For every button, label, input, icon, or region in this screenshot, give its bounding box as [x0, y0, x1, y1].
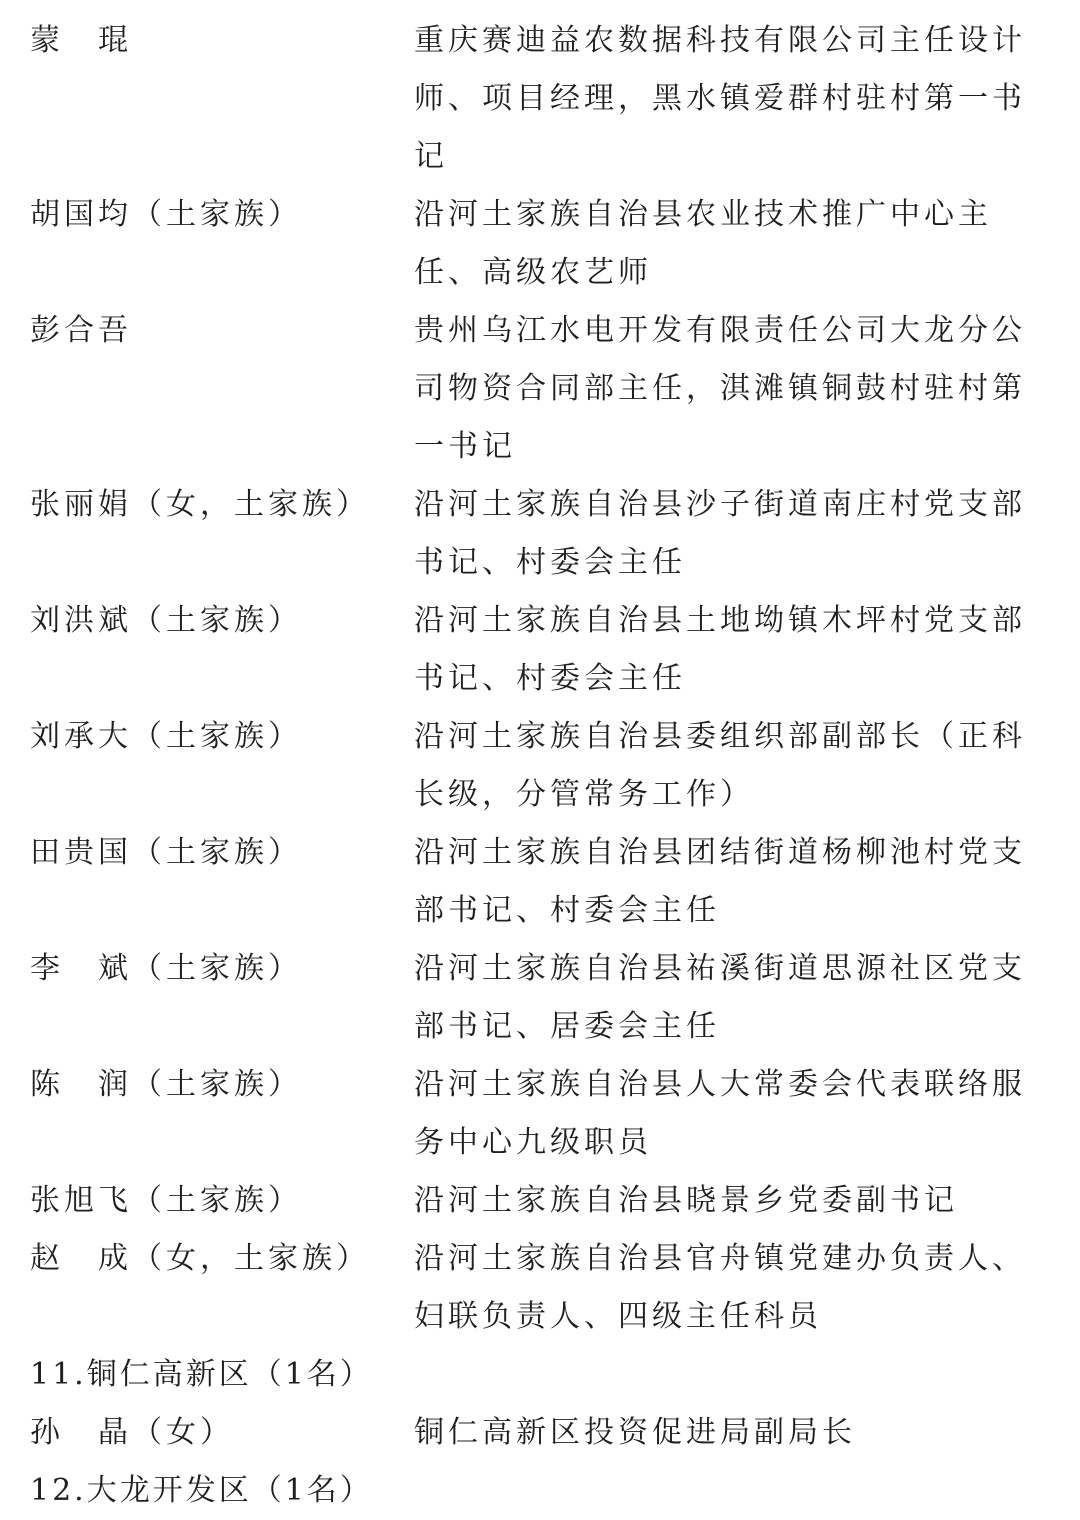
list-item — [0, 1172, 1080, 1230]
person-name: 陈 润（土家族） — [30, 1067, 302, 1102]
list-item — [0, 476, 1080, 592]
person-name: 田贵国（土家族） — [30, 835, 302, 870]
list-item — [0, 186, 1080, 302]
list-item — [0, 1230, 1080, 1346]
list-item — [0, 1056, 1080, 1172]
person-position: 沿河土家族自治县委组织部副部长（正科长级，分管常务工作） — [414, 719, 1026, 812]
person-name: 胡国均（土家族） — [30, 197, 302, 232]
person-position: 沿河土家族自治县团结街道杨柳池村党支部书记、村委会主任 — [414, 835, 1026, 928]
list-item — [0, 1404, 1080, 1462]
person-position: 沿河土家族自治县农业技术推广中心主任、高级农艺师 — [414, 197, 992, 290]
list-item — [0, 708, 1080, 824]
person-name: 彭合吾 — [30, 313, 132, 348]
person-position: 沿河土家族自治县土地坳镇木坪村党支部书记、村委会主任 — [414, 603, 1026, 696]
list-item — [0, 940, 1080, 1056]
person-name: 刘承大（土家族） — [30, 719, 302, 754]
person-position: 沿河土家族自治县祐溪街道思源社区党支部书记、居委会主任 — [414, 951, 1026, 1044]
list-item — [0, 12, 1080, 186]
top-spacing — [0, 0, 1080, 12]
list-item — [0, 824, 1080, 940]
person-name: 张旭飞（土家族） — [30, 1183, 302, 1218]
person-name: 李 斌（土家族） — [30, 951, 302, 986]
person-position: 铜仁高新区投资促进局副局长 — [414, 1415, 856, 1450]
person-position: 沿河土家族自治县沙子街道南庄村党支部书记、村委会主任 — [414, 487, 1026, 580]
person-name: 蒙 琨 — [30, 23, 132, 58]
person-name: 刘洪斌（土家族） — [30, 603, 302, 638]
list-item — [0, 592, 1080, 708]
person-name: 赵 成（女，土家族） — [30, 1241, 370, 1276]
person-name: 张丽娟（女，土家族） — [30, 487, 370, 522]
person-name: 孙 晶（女） — [30, 1415, 234, 1450]
person-position: 重庆赛迪益农数据科技有限公司主任设计师、项目经理，黑水镇爱群村驻村第一书记 — [414, 23, 1026, 174]
person-position: 沿河土家族自治县人大常委会代表联络服务中心九级职员 — [414, 1067, 1026, 1160]
person-position: 沿河土家族自治县官舟镇党建办负责人、妇联负责人、四级主任科员 — [414, 1241, 1026, 1334]
list-item — [0, 302, 1080, 476]
person-position: 贵州乌江水电开发有限责任公司大龙分公司物资合同部主任，淇滩镇铜鼓村驻村第一书记 — [414, 313, 1026, 464]
section-heading: 11.铜仁高新区（1名） — [30, 1357, 373, 1392]
section-heading: 12.大龙开发区（1名） — [30, 1473, 373, 1508]
person-position: 沿河土家族自治县晓景乡党委副书记 — [414, 1183, 958, 1218]
